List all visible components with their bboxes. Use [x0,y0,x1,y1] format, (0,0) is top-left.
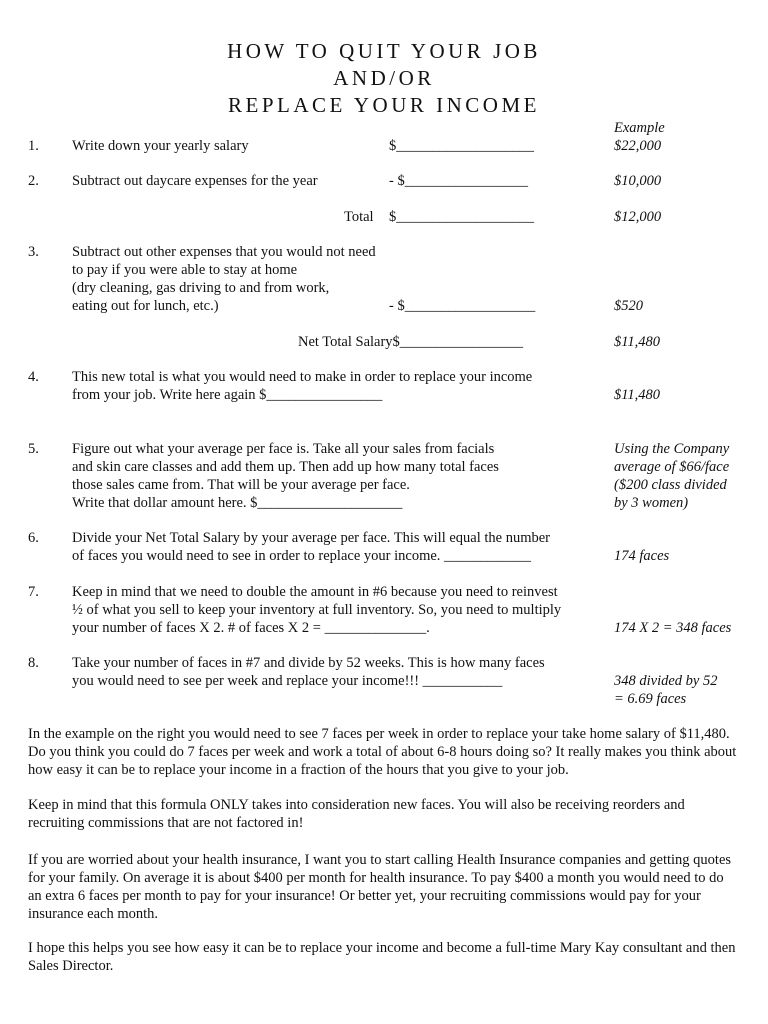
step-4-example: $11,480 [614,387,661,403]
step-8-text-line-1: Take your number of faces in #7 and divide by 52 weeks. This is how many faces [72,655,545,671]
step-5-text-line-3: those sales came from. That will be your average per face. [72,477,410,493]
step-6-example: 174 faces [614,548,670,564]
step-3-blank[interactable]: - $__________________ [389,298,536,314]
step-4-text-line-1: This new total is what you would need to make in order to replace your income [72,369,533,385]
step-2-text: Subtract out daycare expenses for the year [72,173,318,189]
step-7-number: 7. [28,584,39,600]
step-3-text-line-3: (dry cleaning, gas driving to and from work, [72,280,330,296]
step-3-text-line-4: eating out for lunch, etc.) [72,298,219,314]
step-5-example-line-4: by 3 women) [614,495,689,511]
step-5-example-line-2: average of $66/face [614,459,730,475]
step-5-text-line-1: Figure out what your average per face is. Take all your sales from facials [72,441,495,457]
step-6-text-line-2: of faces you would need to see in order to replace your income. ____________ [72,548,532,564]
page-title-line-3: REPLACE YOUR INCOME [228,93,540,117]
net-total-label: Net Total Salary$_________________ [298,334,524,350]
paragraph-health-insurance: If you are worried about your health insurance, I want you to start calling Health Insurance companies and getting quotes for your family. On average it is about $400 per month for health insurance. To pay $400 a month you would need to do an extra 6 faces per month to pay for your insurance! Or better yet, your recruiting commissions would pay for your insurance each month. [28,852,732,922]
step-1-number: 1. [28,138,39,154]
step-7-text-line-2: ½ of what you sell to keep your inventory at full inventory. So, you need to multiply [72,602,562,618]
step-5-text-line-4: Write that dollar amount here. $____________________ [72,495,403,511]
total-blank[interactable]: $___________________ [389,209,534,225]
step-3-example: $520 [614,298,643,314]
step-1-example: $22,000 [614,138,662,154]
paragraph-example-summary: In the example on the right you would need to see 7 faces per week in order to replace your take home salary of $11,480. Do you think you could do 7 faces per week and work a total of about 6-8 hours doing so? It really makes you think about how easy it can be to replace your income in a fraction of the hours that you give to your job. [28,726,737,778]
step-5-number: 5. [28,441,39,457]
example-header: Example [614,120,665,136]
paragraph-new-faces-note: Keep in mind that this formula ONLY takes into consideration new faces. You will also be receiving reorders and recruiting commissions that are not factored in! [28,797,685,831]
step-2-example: $10,000 [614,173,662,189]
step-8-text-line-2: you would need to see per week and replace your income!!! ___________ [72,673,503,689]
step-2-blank[interactable]: - $_________________ [389,173,528,189]
step-1-text: Write down your yearly salary [72,138,249,154]
step-7-text-line-3: your number of faces X 2. # of faces X 2 = ______________. [72,620,430,636]
step-3-number: 3. [28,244,39,260]
step-7-example: 174 X 2 = 348 faces [614,620,732,636]
paragraph-closing: I hope this helps you see how easy it can be to replace your income and become a full-time Mary Kay consultant and then Sales Director. [28,940,736,974]
step-8-number: 8. [28,655,39,671]
step-3-text-line-1: Subtract out other expenses that you would not need [72,244,376,260]
step-5-example-line-3: ($200 class divided [614,477,727,493]
total-example: $12,000 [614,209,662,225]
page-title-line-1: HOW TO QUIT YOUR JOB [227,39,541,63]
step-5-text-line-2: and skin care classes and add them up. Then add up how many total faces [72,459,499,475]
step-1-blank[interactable]: $___________________ [389,138,534,154]
step-8-example-line-2: = 6.69 faces [614,691,687,707]
step-6-number: 6. [28,530,39,546]
step-6-text-line-1: Divide your Net Total Salary by your average per face. This will equal the number [72,530,551,546]
step-4-number: 4. [28,369,39,385]
net-total-example: $11,480 [614,334,661,350]
page-title-line-2: AND/OR [333,66,435,90]
total-label: Total [344,209,374,225]
step-8-example-line-1: 348 divided by 52 [614,673,718,689]
step-4-text-line-2: from your job. Write here again $________________ [72,387,383,403]
step-2-number: 2. [28,173,39,189]
step-3-text-line-2: to pay if you were able to stay at home [72,262,298,278]
step-7-text-line-1: Keep in mind that we need to double the amount in #6 because you need to reinvest [72,584,558,600]
step-5-example-line-1: Using the Company [614,441,730,457]
